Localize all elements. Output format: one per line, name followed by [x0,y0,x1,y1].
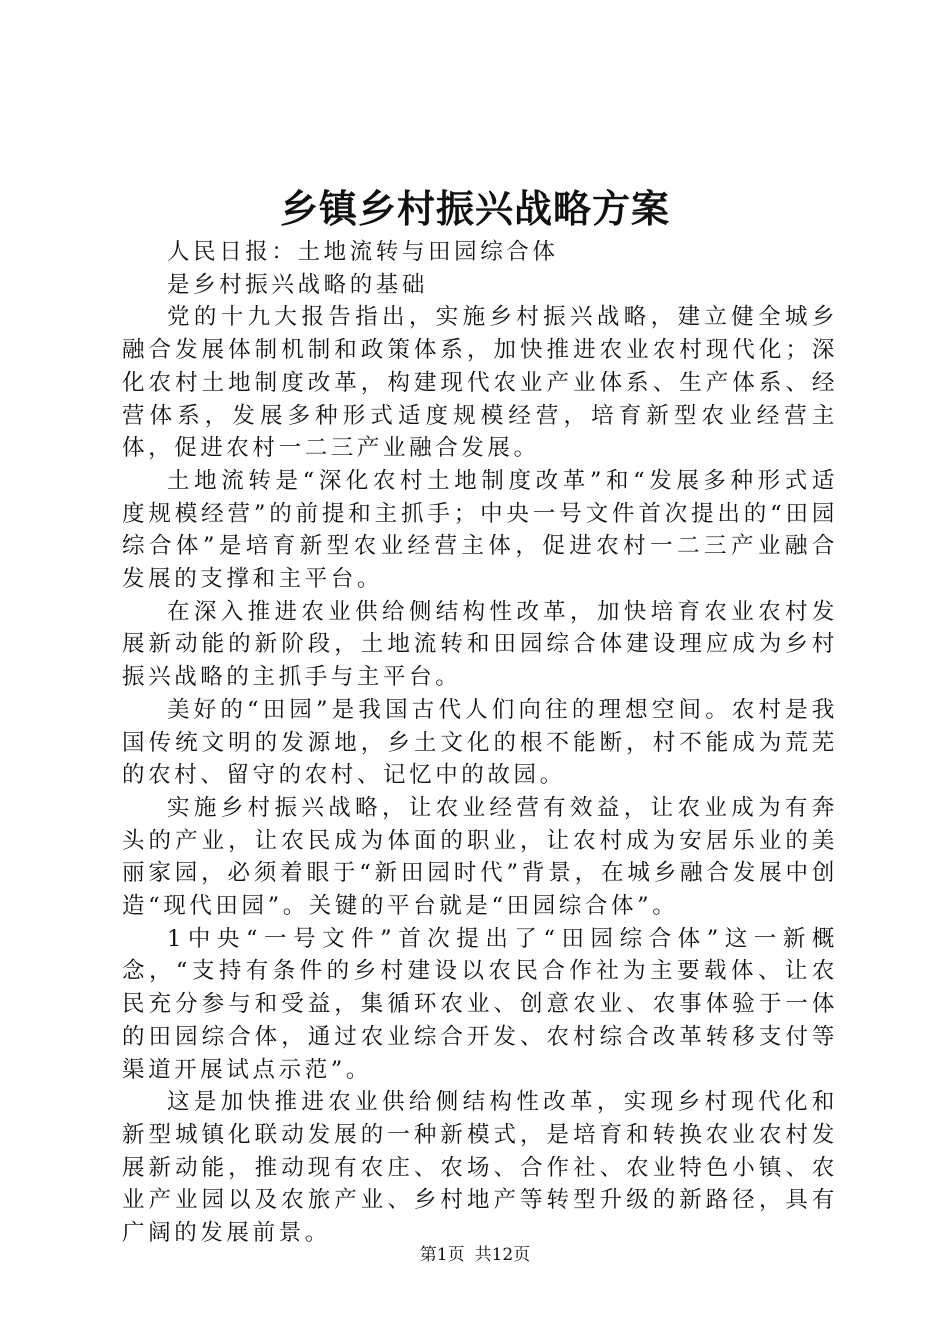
paragraph: 在深入推进农业供给侧结构性改革，加快培育农业农村发展新动能的新阶段，土地流转和田园综合体建设理应成为乡村振兴战略的主抓手与主平台。 [122,598,838,691]
paragraph: 土地流转是“深化农村土地制度改革”和“发展多种形式适度规模经营”的前提和主抓手；中央一号文件首次提出的“田园综合体”是培育新型农业经营主体，促进农村一二三产业融合发展的支撑和主平台。 [122,467,838,593]
paragraph: 实施乡村振兴战略，让农业经营有效益，让农业成为有奔头的产业，让农民成为体面的职业，让农村成为安居乐业的美丽家园，必须着眼于“新田园时代”背景，在城乡融合发展中创造“现代田园”。关键的平台就是“田园综合体”。 [122,794,838,920]
paragraph: 党的十九大报告指出，实施乡村振兴战略，建立健全城乡融合发展体制机制和政策体系，加快推进农业农村现代化；深化农村土地制度改革，构建现代农业产业体系、生产体系、经营体系，发展多种形式适度规模经营，培育新型农业经营主体，促进农村一二三产业融合发展。 [122,304,838,462]
paragraph: 这是加快推进农业供给侧结构性改革，实现乡村现代化和新型城镇化联动发展的一种新模式，是培育和转换农业农村发展新动能，推动现有农庄、农场、合作社、农业特色小镇、农业产业园以及农旅产业、乡村地产等转型升级的新路径，具有广阔的发展前景。 [122,1089,838,1247]
page-footer [0,1243,950,1267]
paragraph: 是乡村振兴战略的基础 [167,271,429,298]
paragraph: 人民日报：土地流转与田园综合体 [167,239,559,265]
page-number-current: 第1页 [419,1245,465,1265]
paragraph: 1中央“一号文件”首次提出了“田园综合体”这一新概念，“支持有条件的乡村建设以农民合作社为主要载体、让农民充分参与和受益，集循环农业、创意农业、农事体验于一体的田园综合体，通过农业综合开发、农村综合改革转移支付等渠道开展试点示范”。 [122,925,838,1083]
page-number-total: 共12页 [474,1245,531,1265]
document-body [122,236,838,1250]
paragraph: 美好的“田园”是我国古代人们向往的理想空间。农村是我国传统文明的发源地，乡土文化的根不能断，村不能成为荒芜的农村、留守的农村、记忆中的故园。 [122,696,838,789]
document-title: 乡镇乡村振兴战略方案 [279,186,670,231]
